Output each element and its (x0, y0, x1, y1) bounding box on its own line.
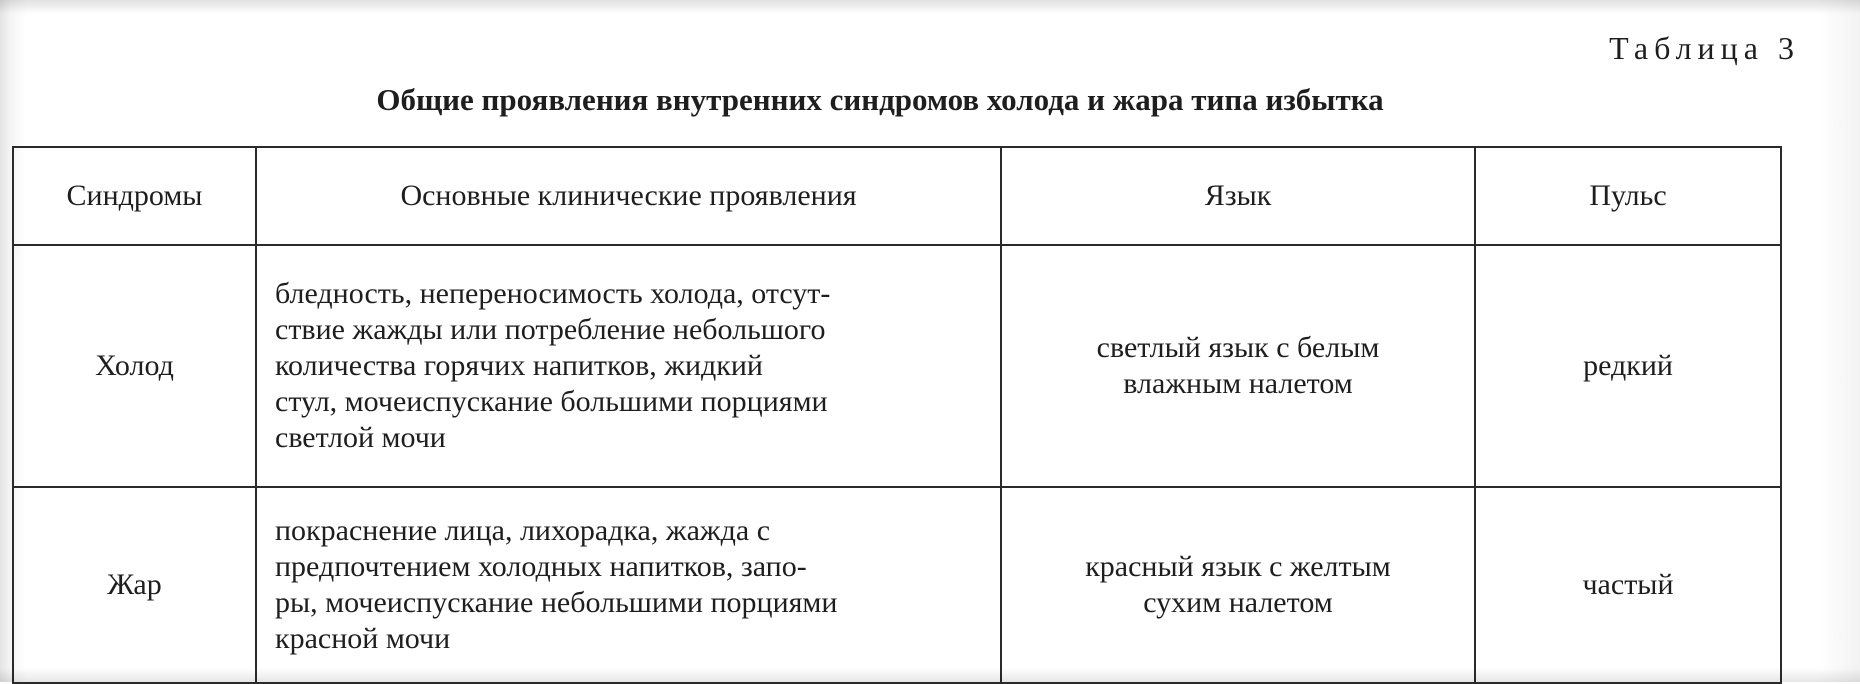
syndrome-cell: Холод (13, 245, 256, 487)
clinical-cell (256, 487, 1001, 683)
header-syndrome: Синдромы (13, 147, 256, 245)
header-pulse: Пульс (1475, 147, 1781, 245)
scan-shadow-top (0, 0, 1860, 14)
table-row (13, 487, 1781, 683)
clinical-line: покраснение лица, лихорадка, жажда с (275, 514, 771, 547)
tongue-line: светлый язык с белым (1096, 331, 1380, 364)
scan-shadow-bottom (0, 668, 1860, 682)
tongue-line: сухим налетом (1143, 586, 1333, 619)
pulse-cell: частый (1475, 487, 1781, 683)
syndrome-cell: Жар (13, 487, 256, 683)
clinical-line: ствие жажды или потребление небольшого (275, 313, 826, 346)
pulse-cell: редкий (1475, 245, 1781, 487)
clinical-line: бледность, непереносимость холода, отсут- (275, 277, 831, 310)
clinical-cell (256, 245, 1001, 487)
syndromes-table (12, 146, 1782, 684)
table-number: Таблица 3 (1609, 30, 1800, 66)
header-row (13, 147, 1781, 245)
tongue-line: красный язык с желтым (1085, 550, 1391, 583)
table-container (12, 146, 1780, 684)
table-row (13, 245, 1781, 487)
header-tongue: Язык (1001, 147, 1475, 245)
clinical-line: количества горячих напитков, жидкий (275, 349, 763, 382)
tongue-cell (1001, 487, 1475, 683)
clinical-line: светлой мочи (275, 421, 446, 454)
table-title: Общие проявления внутренних синдромов холода и жара типа избытка (376, 82, 1384, 117)
clinical-line: стул, мочеиспускание большими порциями (275, 385, 828, 418)
clinical-line: ры, мочеиспускание небольшими порциями (275, 586, 838, 619)
tongue-cell (1001, 245, 1475, 487)
tongue-line: влажным налетом (1123, 367, 1353, 400)
clinical-line: красной мочи (275, 622, 451, 655)
clinical-line: предпочтением холодных напитков, запо- (275, 550, 807, 583)
header-clinical: Основные клинические проявления (256, 147, 1001, 245)
